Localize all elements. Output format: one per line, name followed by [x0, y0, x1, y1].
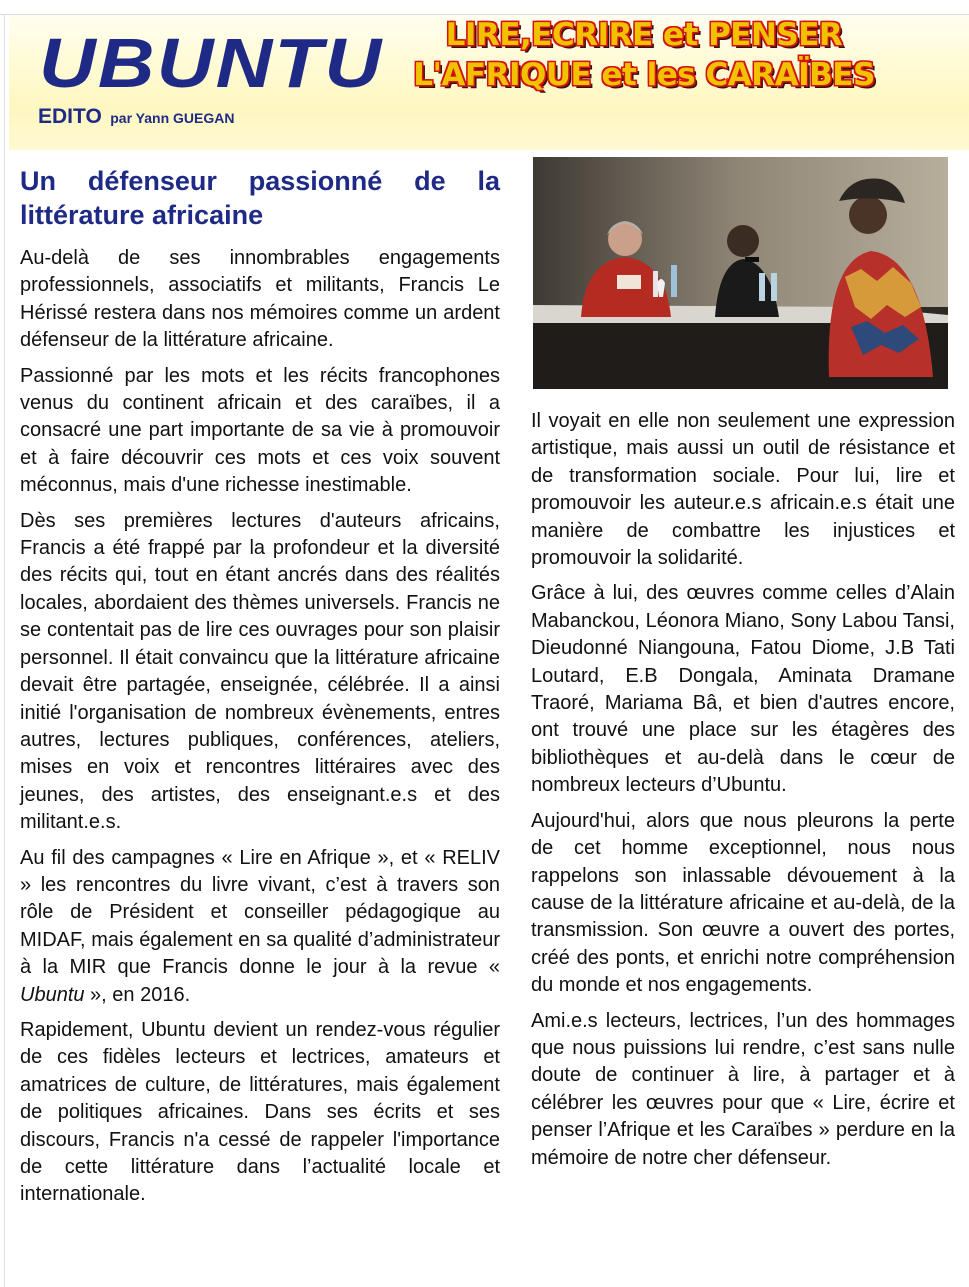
photo-illustration — [533, 157, 948, 389]
masthead — [9, 15, 969, 150]
paragraph: Passionné par les mots et les récits francophones venus du continent africain et des caraïbes, il a consacré une part importante de sa vie à promouvoir et à faire découvrir ces mots et ces voix souvent méconnus, mais d'une richesse inestimable. — [20, 364, 500, 497]
article-title: Un défenseur passionné de la littérature africaine — [20, 166, 500, 230]
edito-label: EDITO — [38, 105, 102, 128]
campaign-text-end: », en 2016. — [84, 983, 191, 1006]
paragraph: Au-delà de ses innombrables engagements professionnels, associatifs et militants, Francis Le Hérissé restera dans nos mémoires comme un ardent défenseur de la littérature africaine. — [20, 247, 500, 352]
campaign-text-start: Au fil des campagnes « Lire en Afrique », et « RELIV » les rencontres du livre vivant, c’est à travers son rôle de Président et conseiller pédagogique au MIDAF, mais également en sa qualité d’administrateur à la MIR que Francis donne le jour à la revue « — [20, 846, 500, 979]
left-rule — [4, 14, 5, 1287]
paragraph: Il voyait en elle non seulement une expression artistique, mais aussi un outil de résistance et de transformation sociale. Pour lui, lire et promouvoir les auteur.e.s africain.e.s était une manière de combattre les injustices et promouvoir la solidarité. — [531, 410, 955, 570]
author-byline: par Yann GUEGAN — [110, 110, 235, 126]
event-photo — [533, 157, 948, 389]
paragraph: Ami.e.s lecteurs, lectrices, l’un des hommages que nous puissions lui rendre, c’est sans nulle doute de continuer à lire, à partager et à célébrer les œuvres pour que « Lire, écrire et penser l’Afrique et les Caraïbes » perdure en la mémoire de notre cher défenseur. — [531, 1009, 955, 1169]
slogan-line-2: L'AFRIQUE et les CARAÏBES — [413, 57, 875, 93]
paragraph: Dès ses premières lectures d'auteurs africains, Francis a été frappé par la profondeur et la diversité des récits qui, tout en étant ancrés dans des réalités locales, abordaient des thèmes universels. Francis ne se contentait pas de lire ces ouvrages pour son plaisir personnel. Il était convaincu que la littérature africaine devait être partagée, enseignée, célébrée. Il a ainsi initié l'organisation de nombreux évènements, entres autres, lectures publiques, conférences, ateliers, mises en voix et rencontres littéraires avec des jeunes, des artistes, des enseignant.e.s et des militant.e.s. — [20, 509, 500, 834]
paragraph: Grâce à lui, des œuvres comme celles d’Alain Mabanckou, Léonora Miano, Sony Labou Tansi, Dieudonné Niangouna, Fatou Diome, J.B Tati Loutard, E.B Dongala, Aminata Dramane Traoré, Mariama Bâ, et bien d'autres encore, ont trouvé une place sur les étagères des bibliothèques et au-delà dans le cœur de nombreux lecteurs d’Ubuntu. — [531, 582, 955, 797]
edito-byline — [38, 105, 234, 129]
paragraph: Aujourd'hui, alors que nous pleurons la perte de cet homme exceptionnel, nous nous rappelons son inlassable dévouement à la cause de la littérature africaine et au-delà, de la transmission. Son œuvre a ouvert des portes, créé des ponts, et enrichi notre compréhension du monde et nos engagements. — [531, 809, 955, 997]
paragraph: Rapidement, Ubuntu devient un rendez-vous régulier de ces fidèles lecteurs et lectrices, amateurs et amatrices de culture, de littératures, mais également de politiques africaines. Dans ses écrits et ses discours, Francis n'a cessé de rappeler l'importance de cette littérature dans l’actualité locale et internationale. — [20, 1018, 500, 1206]
paragraph-campaigns — [20, 845, 500, 1009]
slogan-line-1: LIRE,ECRIRE et PENSER — [445, 17, 843, 53]
ubuntu-logo: UBUNTU — [39, 24, 384, 102]
left-column — [20, 245, 500, 1217]
right-column — [531, 408, 955, 1180]
masthead-slogan — [344, 15, 944, 95]
revue-name: Ubuntu — [20, 983, 85, 1006]
